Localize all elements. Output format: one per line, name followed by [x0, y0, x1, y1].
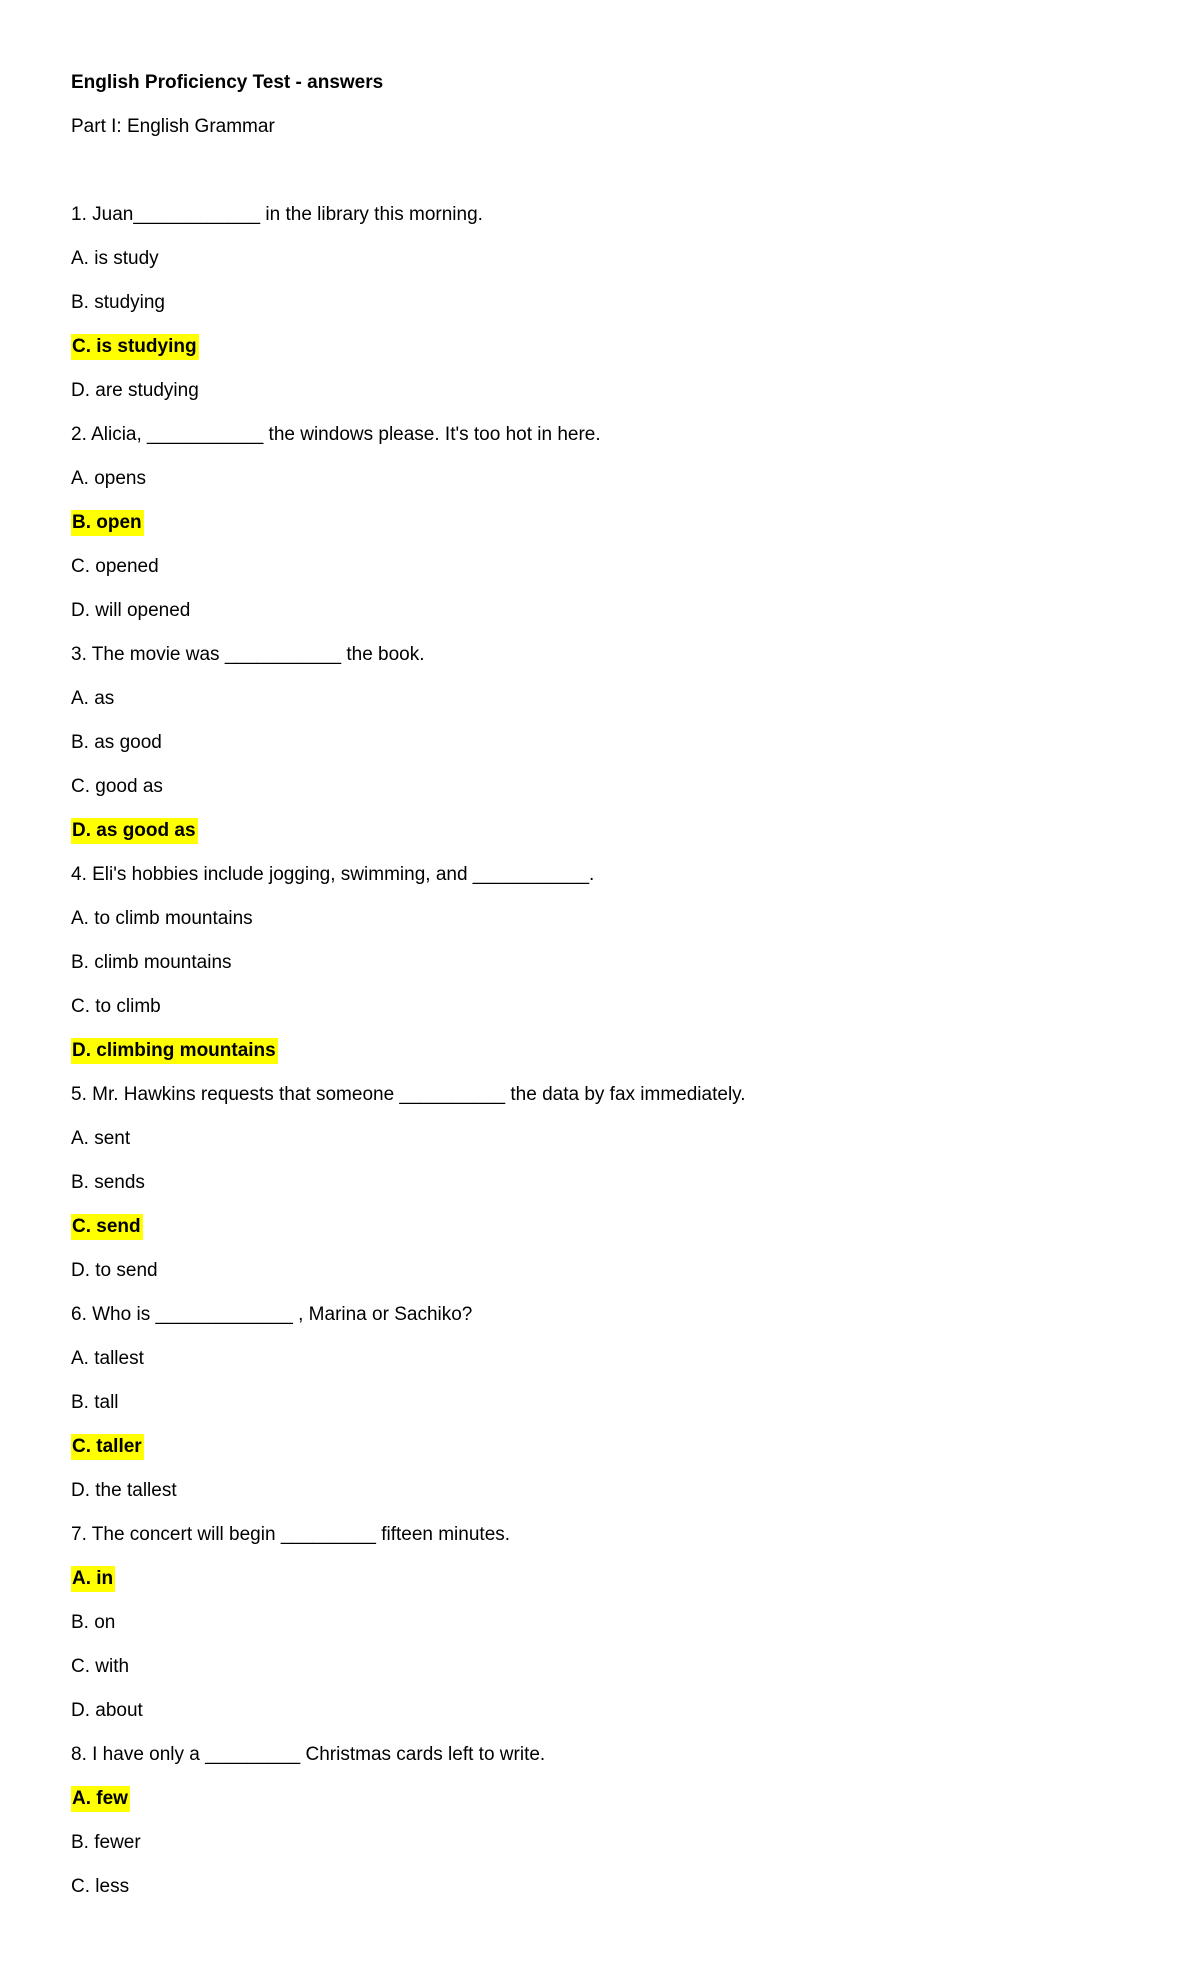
answer-option	[71, 1830, 1131, 1856]
question-block	[71, 422, 1131, 624]
answer-option	[71, 686, 1131, 712]
highlighted-answer: A. in	[71, 1566, 115, 1592]
answer-option	[71, 246, 1131, 272]
correct-answer-option	[71, 1038, 1131, 1064]
question-prompt: 5. Mr. Hawkins requests that someone __________ the data by fax immediately.	[71, 1084, 746, 1105]
answer-option	[71, 730, 1131, 756]
answer-option	[71, 1346, 1131, 1372]
answer-option	[71, 774, 1131, 800]
option-text: C. good as	[71, 776, 163, 797]
question-prompt: 1. Juan____________ in the library this morning.	[71, 204, 483, 225]
option-text: C. opened	[71, 556, 159, 577]
highlighted-answer: D. climbing mountains	[71, 1038, 278, 1064]
option-text: A. as	[71, 688, 115, 709]
highlighted-answer: D. as good as	[71, 818, 198, 844]
option-text: B. fewer	[71, 1832, 141, 1853]
answer-option	[71, 1258, 1131, 1284]
option-text: B. climb mountains	[71, 952, 232, 973]
correct-answer-option	[71, 818, 1131, 844]
highlighted-answer: B. open	[71, 510, 144, 536]
question-block	[71, 202, 1131, 404]
option-text: D. will opened	[71, 600, 191, 621]
option-text: C. less	[71, 1876, 130, 1897]
highlighted-answer: A. few	[71, 1786, 130, 1812]
answer-option	[71, 994, 1131, 1020]
option-text: B. sends	[71, 1172, 145, 1193]
document-title: English Proficiency Test - answers	[71, 72, 384, 93]
answer-option	[71, 1654, 1131, 1680]
answer-option	[71, 1126, 1131, 1152]
question-block	[71, 1522, 1131, 1724]
question-prompt: 8. I have only a _________ Christmas cards left to write.	[71, 1744, 546, 1765]
question-prompt: 4. Eli's hobbies include jogging, swimming, and ___________.	[71, 864, 595, 885]
option-text: C. to climb	[71, 996, 161, 1017]
highlighted-answer: C. taller	[71, 1434, 144, 1460]
answer-option	[71, 1874, 1131, 1900]
answer-option	[71, 466, 1131, 492]
answer-option	[71, 1698, 1131, 1724]
question-block	[71, 642, 1131, 844]
answer-option	[71, 554, 1131, 580]
correct-answer-option	[71, 1434, 1131, 1460]
option-text: A. opens	[71, 468, 146, 489]
highlighted-answer: C. send	[71, 1214, 143, 1240]
option-text: A. is study	[71, 248, 159, 269]
option-text: B. studying	[71, 292, 165, 313]
question-block	[71, 1302, 1131, 1504]
question-prompt: 6. Who is _____________ , Marina or Sachiko?	[71, 1304, 473, 1325]
answer-option	[71, 1390, 1131, 1416]
answer-option	[71, 1170, 1131, 1196]
option-text: D. the tallest	[71, 1480, 177, 1501]
question-block	[71, 1082, 1131, 1284]
correct-answer-option	[71, 1214, 1131, 1240]
question-block	[71, 862, 1131, 1064]
option-text: B. tall	[71, 1392, 119, 1413]
question-block	[71, 1742, 1131, 1900]
document-page	[71, 70, 1131, 1918]
answer-option	[71, 1610, 1131, 1636]
answer-option	[71, 906, 1131, 932]
question-prompt: 7. The concert will begin _________ fifteen minutes.	[71, 1524, 511, 1545]
highlighted-answer: C. is studying	[71, 334, 199, 360]
option-text: B. as good	[71, 732, 162, 753]
option-text: D. about	[71, 1700, 143, 1721]
correct-answer-option	[71, 1566, 1131, 1592]
answer-option	[71, 378, 1131, 404]
answer-option	[71, 290, 1131, 316]
section-heading: Part I: English Grammar	[71, 116, 275, 137]
question-prompt: 3. The movie was ___________ the book.	[71, 644, 425, 665]
answer-option	[71, 1478, 1131, 1504]
correct-answer-option	[71, 510, 1131, 536]
option-text: D. are studying	[71, 380, 199, 401]
question-prompt: 2. Alicia, ___________ the windows please. It's too hot in here.	[71, 424, 601, 445]
option-text: B. on	[71, 1612, 116, 1633]
option-text: A. tallest	[71, 1348, 144, 1369]
answer-option	[71, 950, 1131, 976]
option-text: A. to climb mountains	[71, 908, 253, 929]
option-text: D. to send	[71, 1260, 158, 1281]
option-text: C. with	[71, 1656, 130, 1677]
correct-answer-option	[71, 1786, 1131, 1812]
option-text: A. sent	[71, 1128, 131, 1149]
answer-option	[71, 598, 1131, 624]
correct-answer-option	[71, 334, 1131, 360]
